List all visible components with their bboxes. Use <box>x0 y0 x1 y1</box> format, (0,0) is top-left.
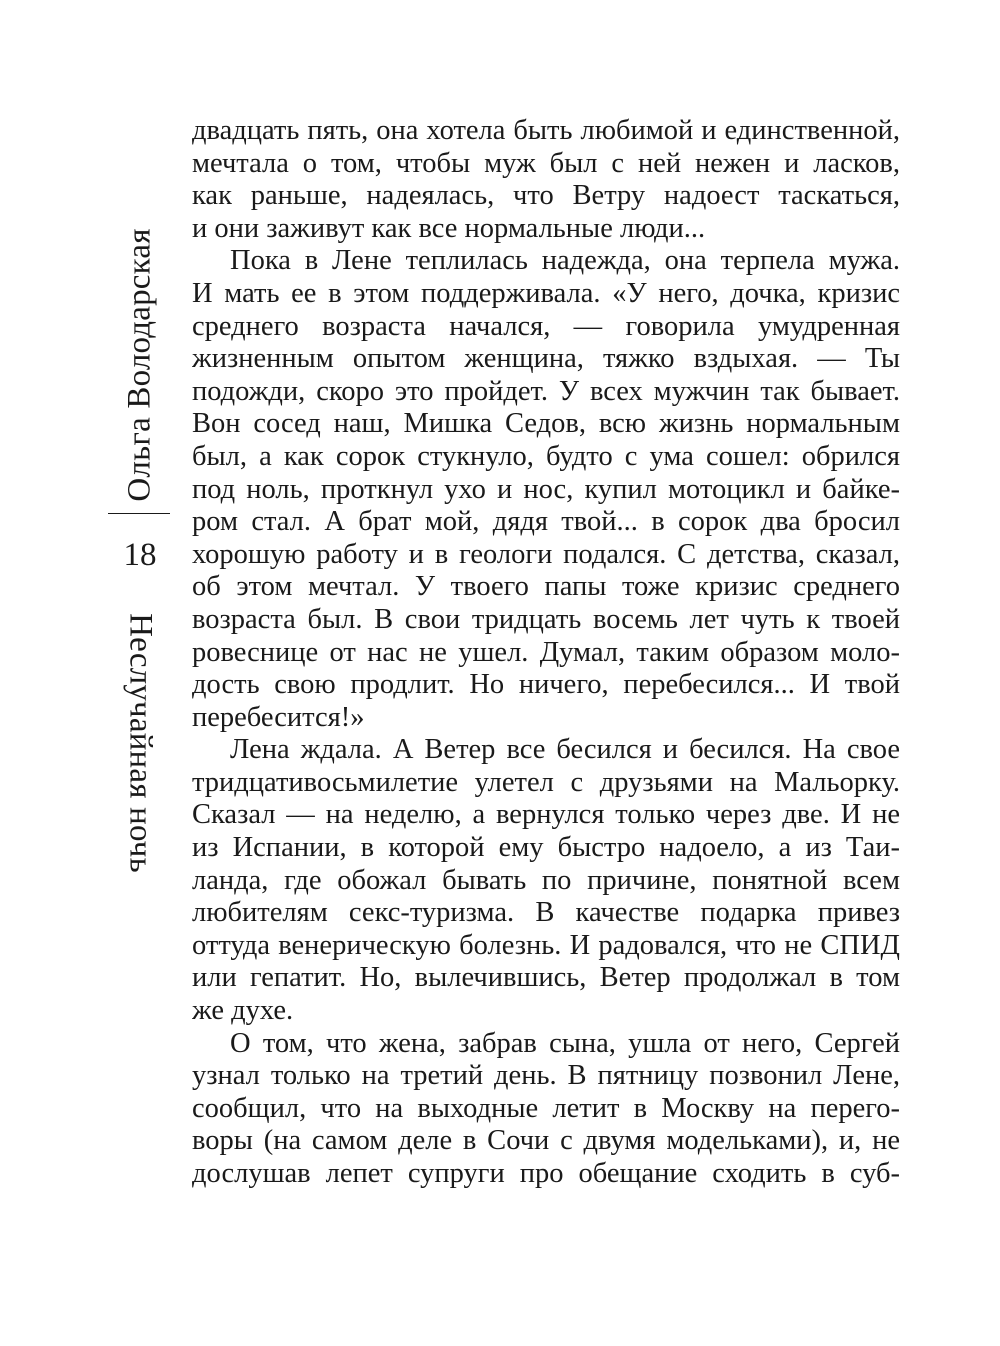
text-line: двадцать пять, она хотела быть любимой и единственной, <box>192 115 900 146</box>
text-line: был, а как сорок стукнуло, будто с ума сошел: обрился <box>192 440 900 472</box>
text-line: узнал только на третий день. В пятницу позвонил Лене, <box>192 1060 900 1092</box>
text-line: об этом мечтал. У твоего папы тоже кризис среднего <box>192 571 900 603</box>
text-line: или гепатит. Но, вылечившись, Ветер продолжал в том <box>192 962 900 994</box>
author-name <box>100 230 180 500</box>
text-line: возраста был. В свои тридцать восемь лет чуть к твоей <box>192 603 900 635</box>
text-line: мечтала о том, чтобы муж был с ней нежен и ласков, <box>192 147 900 179</box>
text-line: перебесится!» <box>192 701 365 733</box>
text-line: Вон сосед наш, Мишка Седов, всю жизнь нормальным <box>192 408 900 440</box>
body-text <box>192 115 900 1191</box>
text-line: как раньше, надеялась, что Ветру надоест таскаться, <box>192 180 900 212</box>
text-line: сообщил, что на выходные летит в Москву на перего- <box>192 1092 900 1124</box>
text-line: любителям секс-туризма. В качестве подарка привез <box>192 897 900 929</box>
book-title <box>100 610 180 875</box>
text-line: подожди, скоро это пройдет. У всех мужчин так бывает. <box>192 375 900 407</box>
text-line: Сказал — на неделю, а вернулся только через две. И не <box>192 799 900 831</box>
author-name-text: Ольга Володарская <box>121 228 158 502</box>
text-line: И мать ее в этом поддерживала. «У него, дочка, кризис <box>192 277 900 309</box>
text-line: под ноль, проткнул ухо и нос, купил мотоцикл и байке- <box>192 473 900 505</box>
text-line: хорошую работу и в геологи подался. С детства, сказал, <box>192 538 900 570</box>
page-number: 18 <box>123 537 157 573</box>
text-line: Пока в Лене теплилась надежда, она терпела мужа. <box>230 245 900 277</box>
text-line: оттуда венерическую болезнь. И радовался, что не СПИД <box>192 929 900 961</box>
text-line: среднего возраста начался, — говорила умудренная <box>192 310 900 342</box>
book-title-text: Неслучайная ночь <box>122 612 159 873</box>
text-line: же духе. <box>192 995 294 1027</box>
text-line: ром стал. А брат мой, дядя твой... в сорок два бросил <box>192 506 900 538</box>
text-line: дослушав лепет супруги про обещание сходить в суб- <box>192 1158 900 1189</box>
text-line: и они заживут как все нормальные люди... <box>192 212 706 244</box>
header-divider <box>108 513 170 514</box>
text-line: воры (на самом деле в Сочи с двумя модельками), и, не <box>192 1125 900 1157</box>
text-line: дость свою продлит. Но ничего, перебесился... И твой <box>192 669 900 701</box>
text-line: О том, что жена, забрав сына, ушла от него, Сергей <box>230 1027 900 1059</box>
text-line: жизненным опытом женщина, тяжко вздыхая. — Ты <box>192 343 900 375</box>
text-line: Лена ждала. А Ветер все бесился и бесился. На свое <box>230 734 900 766</box>
text-line: ланда, где обожал бывать по причине, понятной всем <box>192 864 900 896</box>
running-header <box>100 230 180 880</box>
text-line: ровеснице от нас не ушел. Думал, таким образом моло- <box>192 636 900 668</box>
text-line: тридцативосьмилетие улетел с друзьями на Мальорку. <box>192 766 900 798</box>
text-line: из Испании, в которой ему быстро надоело, а из Таи- <box>192 832 900 864</box>
